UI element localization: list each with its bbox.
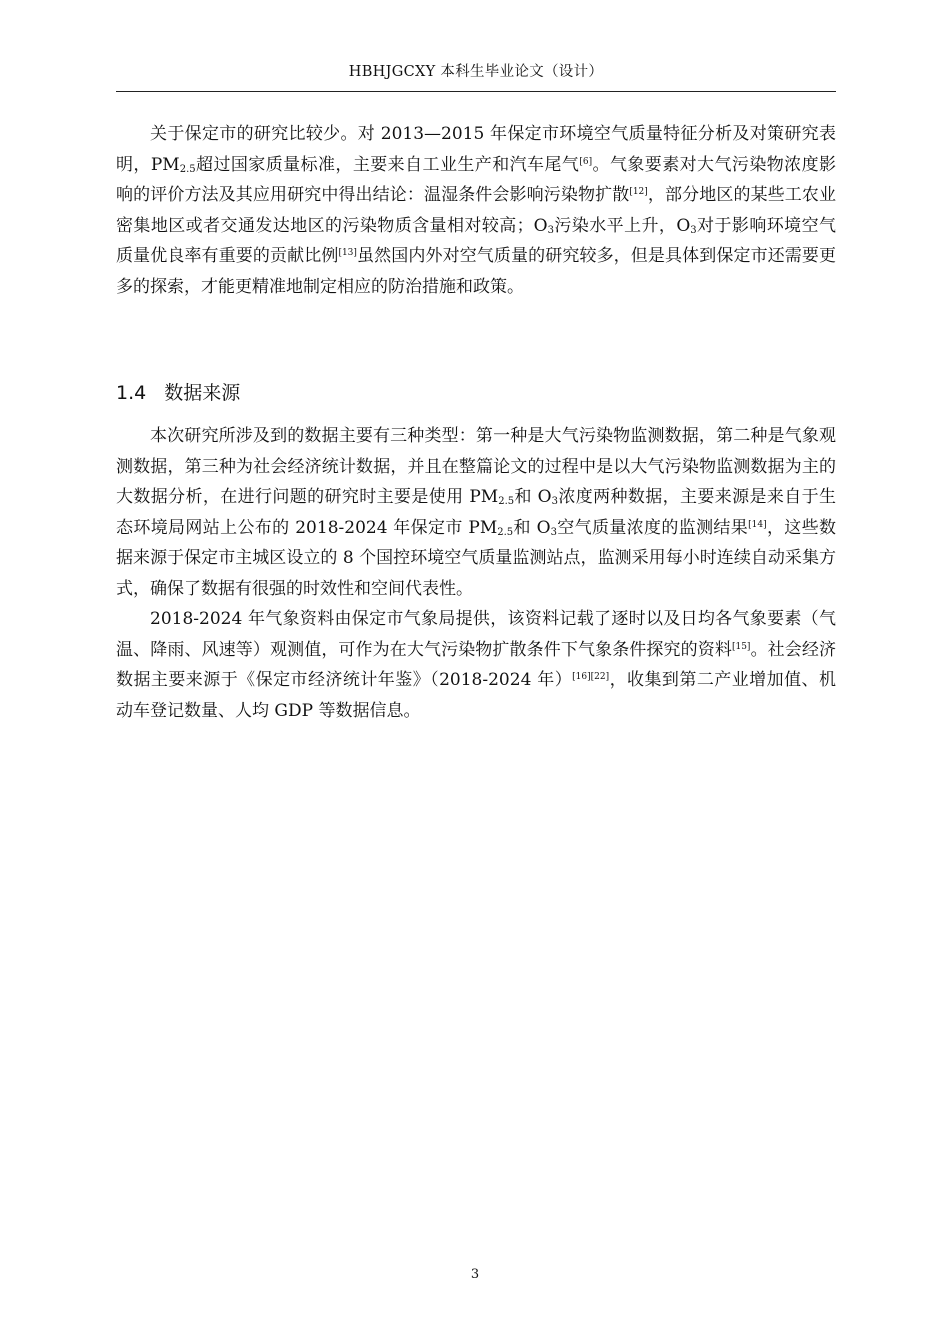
text-run: 本次研究所涉及到的数据主要有三种类型：第一种是大气污染物监测数据，第二种是气象观测数据，第三种为社会经济统计数据，并且在整篇论文的过程中是以大气污染物监测数据为主的大数据分析，在进行问题的研究时主要是使用 PM (116, 426, 836, 507)
subscript: 2.5 (179, 163, 196, 175)
text-run: 污染水平上升，O (553, 215, 691, 236)
citation: [13] (338, 248, 357, 258)
citation: [15] (731, 641, 751, 652)
text-run: 和 O (514, 487, 552, 507)
citation: [14] (748, 519, 767, 530)
text-run: 。气象要素对大气污染物浓度影响的评价方法及其应用研究中得出结论：温湿条件会影响污染物扩散 (116, 154, 837, 205)
header-rule (116, 91, 836, 92)
text-run: 超过国家质量标准，主要来自工业生产和汽车尾气 (195, 154, 580, 175)
subscript: 3 (551, 496, 558, 507)
page-header: HBHJGCXY 本科生毕业论文（设计） (348, 64, 604, 80)
citation: [16][22] (572, 672, 610, 682)
text-run: ，部分地区的某些工农业密集地区或者交通发达地区的污染物质含量相对较高；O (116, 185, 837, 236)
page-number: 3 (470, 1267, 480, 1282)
citation: [12] (629, 187, 648, 197)
section-heading (116, 378, 240, 408)
section-title: 数据来源 (164, 382, 241, 404)
text-block-intro (116, 119, 836, 302)
text-run: 对于影响环境空气质量优良率有重要的贡献比例 (116, 215, 836, 266)
paragraph-meteorological-economic (116, 604, 836, 726)
citation: [6] (579, 156, 593, 167)
subscript: 2.5 (497, 526, 514, 538)
text-run: 和 O (513, 517, 551, 538)
text-run: ，收集到第二产业增加值、机动车登记数量、人均 GDP 等数据信息。 (116, 670, 836, 721)
text-run: 2018-2024 年气象资料由保定市气象局提供，该资料记载了逐时以及日均各气象要素（气温、降雨、风速等）观测值，可作为在大气污染物扩散条件下气象条件探究的资料 (116, 609, 836, 660)
text-run: 虽然国内外对空气质量的研究较多，但是具体到保定市还需要更多的探索，才能更精准地制定相应的防治措施和政策。 (116, 246, 837, 297)
paragraph-data-types (116, 421, 836, 604)
text-run: ，这些数据来源于保定市主城区设立的 8 个国控环境空气质量监测站点，监测采用每小时连续自动采集方式，确保了数据有很强的时效性和空间代表性。 (116, 517, 837, 599)
text-run: 浓度两种数据，主要来源是来自于生态环境局网站上公布的 2018-2024 年保定市 PM (116, 487, 837, 538)
text-block-data-sources (116, 421, 836, 726)
section-number: 1.4 (116, 382, 147, 404)
subscript: 3 (690, 224, 697, 236)
text-run: 。社会经济数据主要来源于《保定市经济统计年鉴》（2018-2024 年） (116, 639, 837, 690)
text-run: 关于保定市的研究比较少。对 2013—2015 年保定市环境空气质量特征分析及对策研究表明，PM (116, 124, 836, 175)
paragraph-baoding-research (116, 119, 836, 302)
subscript: 3 (547, 224, 554, 236)
subscript: 2.5 (498, 496, 515, 507)
text-run: 空气质量浓度的监测结果 (556, 517, 749, 538)
subscript: 3 (550, 526, 557, 538)
